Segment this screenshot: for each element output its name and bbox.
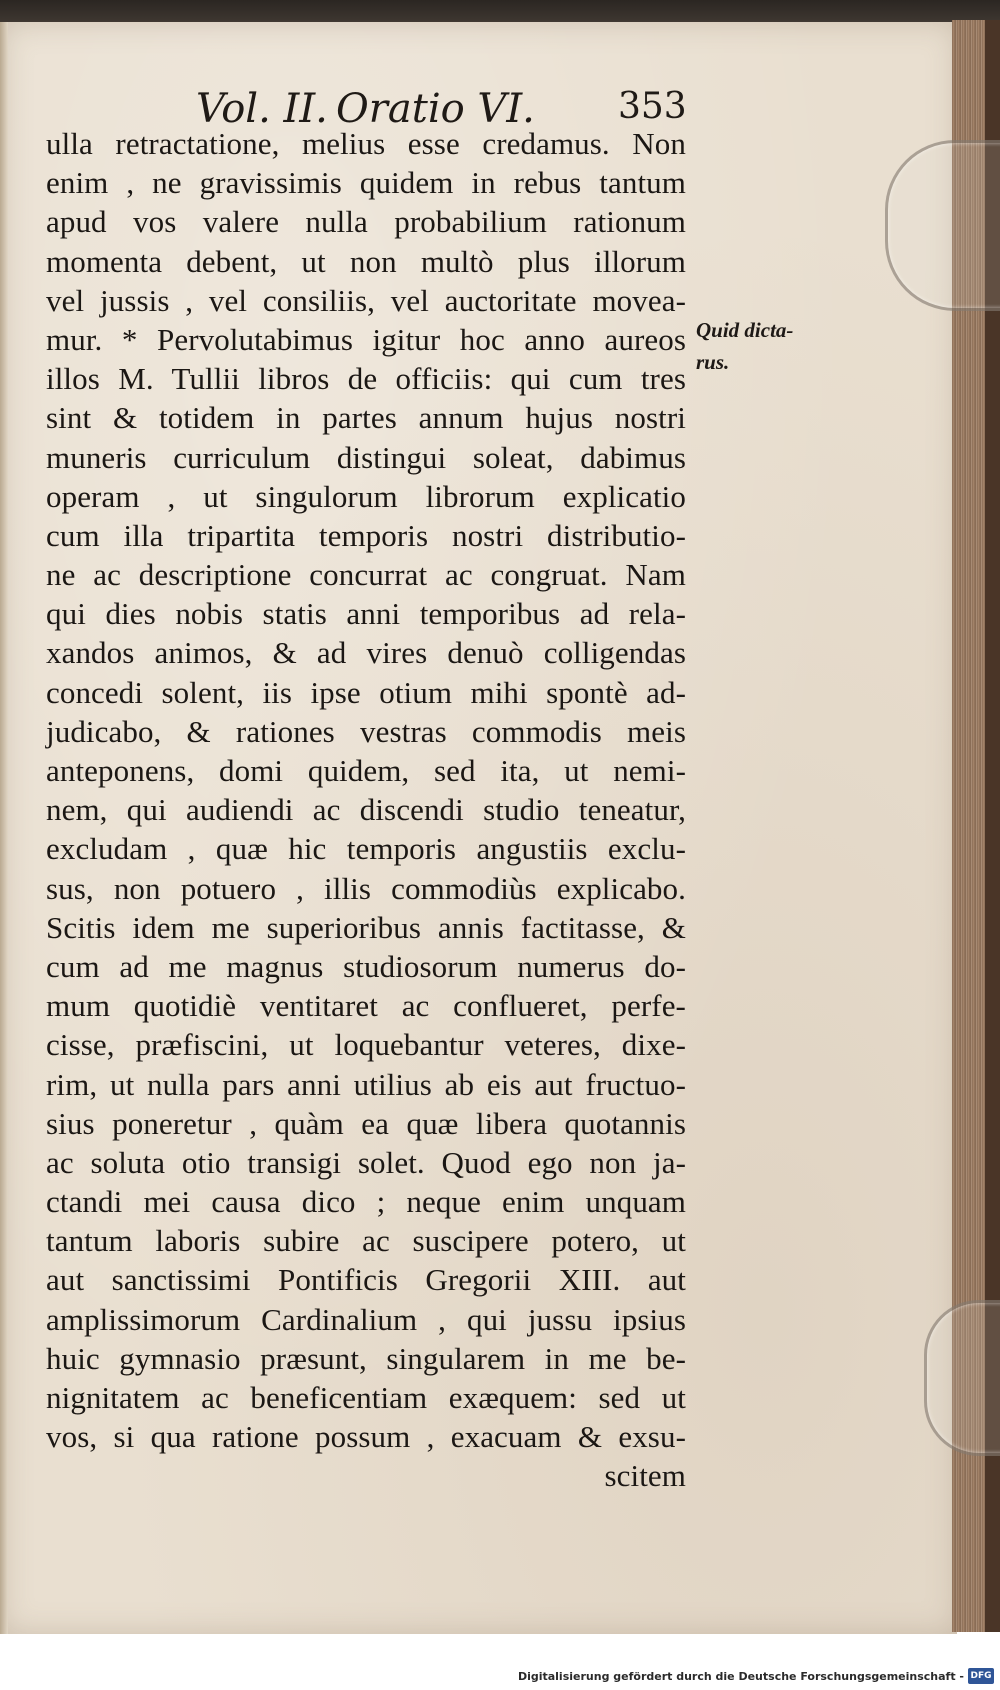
text-line: vos, si qua ratione possum , exacuam & exsu- — [46, 1419, 686, 1455]
header-oration: Oratio VI. — [336, 86, 535, 132]
text-line: huic gymnasio præsunt, singularem in me be- — [46, 1340, 686, 1376]
text-line: mum quotidiè ventitaret ac conflueret, perfe- — [46, 988, 686, 1024]
text-line: qui dies nobis statis anni temporibus ad rela- — [46, 596, 686, 632]
text-line: illos M. Tullii libros de officiis: qui cum tres — [46, 361, 686, 397]
text-line: aut sanctissimi Pontificis Gregorii XIII. aut — [46, 1262, 686, 1298]
text-line: enim , ne gravissimis quidem in rebus tantum — [46, 165, 686, 201]
text-line: apud vos valere nulla probabilium rationum — [46, 204, 686, 240]
page-clip-bottom — [924, 1300, 1000, 1456]
text-line: amplissimorum Cardinalium , qui jussu ipsius — [46, 1301, 686, 1337]
page-number: 353 — [618, 86, 687, 127]
text-line: operam , ut singulorum librorum explicatio — [46, 478, 686, 514]
text-line: cum illa tripartita temporis nostri distributio- — [46, 517, 686, 553]
digitization-credit — [518, 1665, 994, 1687]
text-line: anteponens, domi quidem, sed ita, ut nemi- — [46, 753, 686, 788]
text-line: muneris curriculum distingui soleat, dabimus — [46, 439, 686, 475]
text-line: judicabo, & rationes vestras commodis meis — [46, 713, 686, 749]
marginal-note — [696, 314, 846, 378]
credit-text: Digitalisierung gefördert durch die Deutsche Forschungsgemeinschaft - — [517, 1669, 964, 1683]
marginal-note-line: rus. — [696, 350, 730, 374]
text-line: xandos animos, & ad vires denuò colligendas — [46, 635, 686, 671]
text-line: tantum laboris subire ac suscipere potero, ut — [46, 1223, 686, 1259]
text-line: nignitatem ac beneficentiam exæquem: sed ut — [46, 1380, 686, 1415]
text-line: mur. * Pervolutabimus igitur hoc anno aureos — [46, 321, 686, 357]
text-line: sus, non potuero , illis commodiùs explicabo. — [46, 870, 686, 906]
header-volume: Vol. II. — [196, 86, 328, 132]
marginal-note-line: Quid dicta- — [696, 318, 794, 342]
text-line: ne ac descriptione concurrat ac congruat. Nam — [46, 557, 686, 593]
text-line: concedi solent, iis ipse otium mihi spontè ad- — [46, 674, 686, 710]
text-line: sint & totidem in partes annum hujus nostri — [46, 400, 686, 436]
text-line: vel jussis , vel consiliis, vel auctoritate movea- — [46, 282, 686, 318]
dfg-logo-icon: DFG — [968, 1668, 994, 1684]
body-text — [46, 124, 686, 1496]
text-line: ulla retractatione, melius esse credamus. Non — [46, 126, 686, 161]
page-clip-top — [885, 140, 1000, 311]
page-gutter — [0, 22, 8, 1634]
text-line: cisse, præfiscini, ut loquebantur veteres, dixe- — [46, 1027, 686, 1063]
text-line: Scitis idem me superioribus annis factitasse, & — [46, 909, 686, 945]
text-line: cum ad me magnus studiosorum numerus do- — [46, 948, 686, 984]
text-line: excludam , quæ hic temporis angustiis exclu- — [46, 831, 686, 867]
text-line: ctandi mei causa dico ; neque enim unquam — [46, 1184, 686, 1220]
text-line: sius poneretur , quàm ea quæ libera quotannis — [46, 1105, 686, 1141]
catchword: scitem — [604, 1458, 686, 1494]
text-line: nem, qui audiendi ac discendi studio teneatur, — [46, 792, 686, 828]
text-line: rim, ut nulla pars anni utilius ab eis aut fructuo- — [46, 1066, 686, 1102]
text-line: ac soluta otio transigi solet. Quod ego non ja- — [46, 1144, 686, 1180]
text-line: momenta debent, ut non multò plus illorum — [46, 243, 686, 279]
